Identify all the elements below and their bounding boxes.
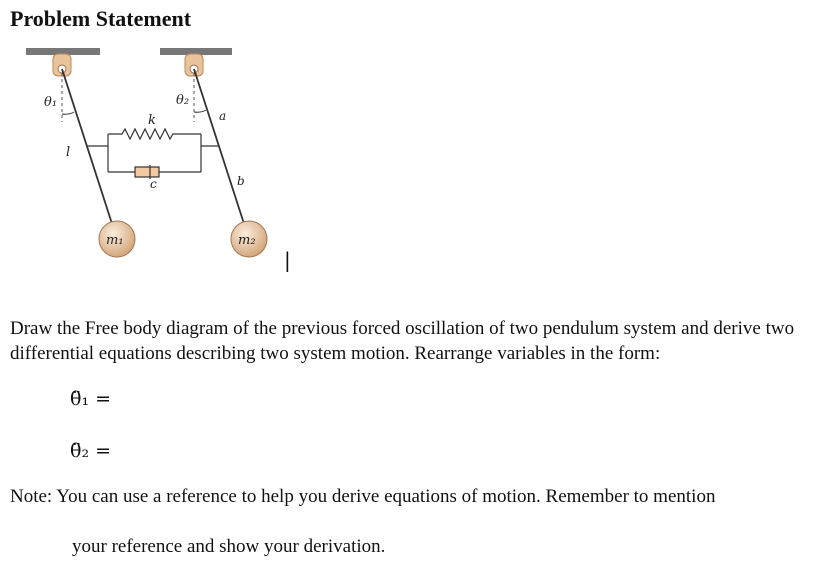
pivot-right <box>185 54 203 76</box>
spring <box>87 129 219 172</box>
damper-label: c <box>150 177 157 191</box>
problem-text: Draw the Free body diagram of the previous forced oscillation of two pendulum system and derive two differential equations describing two system motion. Rearrange variables in the form: <box>10 318 795 364</box>
text-cursor: | <box>284 248 291 272</box>
theta1-arc <box>62 112 74 114</box>
mass1-label: m₁ <box>106 233 124 248</box>
b-label: b <box>237 174 245 188</box>
pendulum-diagram <box>0 40 320 280</box>
equation-theta2: θ̈₂ = <box>70 440 112 462</box>
mass2-label: m₂ <box>238 233 256 248</box>
equation-theta1: θ̈₁ = <box>70 388 112 410</box>
spring-label: k <box>148 113 156 128</box>
theta1-label: θ₁ <box>44 95 58 110</box>
a-label: a <box>219 109 227 123</box>
theta2-label: θ₂ <box>176 93 190 108</box>
theta2-arc <box>194 110 206 112</box>
length-label: l <box>66 145 71 160</box>
note-line-1: Note: You can use a reference to help you derive equations of motion. Remember to mention <box>10 486 716 507</box>
note-line-2: your reference and show your derivation. <box>72 536 386 557</box>
page-title: Problem Statement <box>10 6 192 31</box>
pendulum-rod-right <box>194 69 247 233</box>
pivot-left <box>53 54 71 76</box>
